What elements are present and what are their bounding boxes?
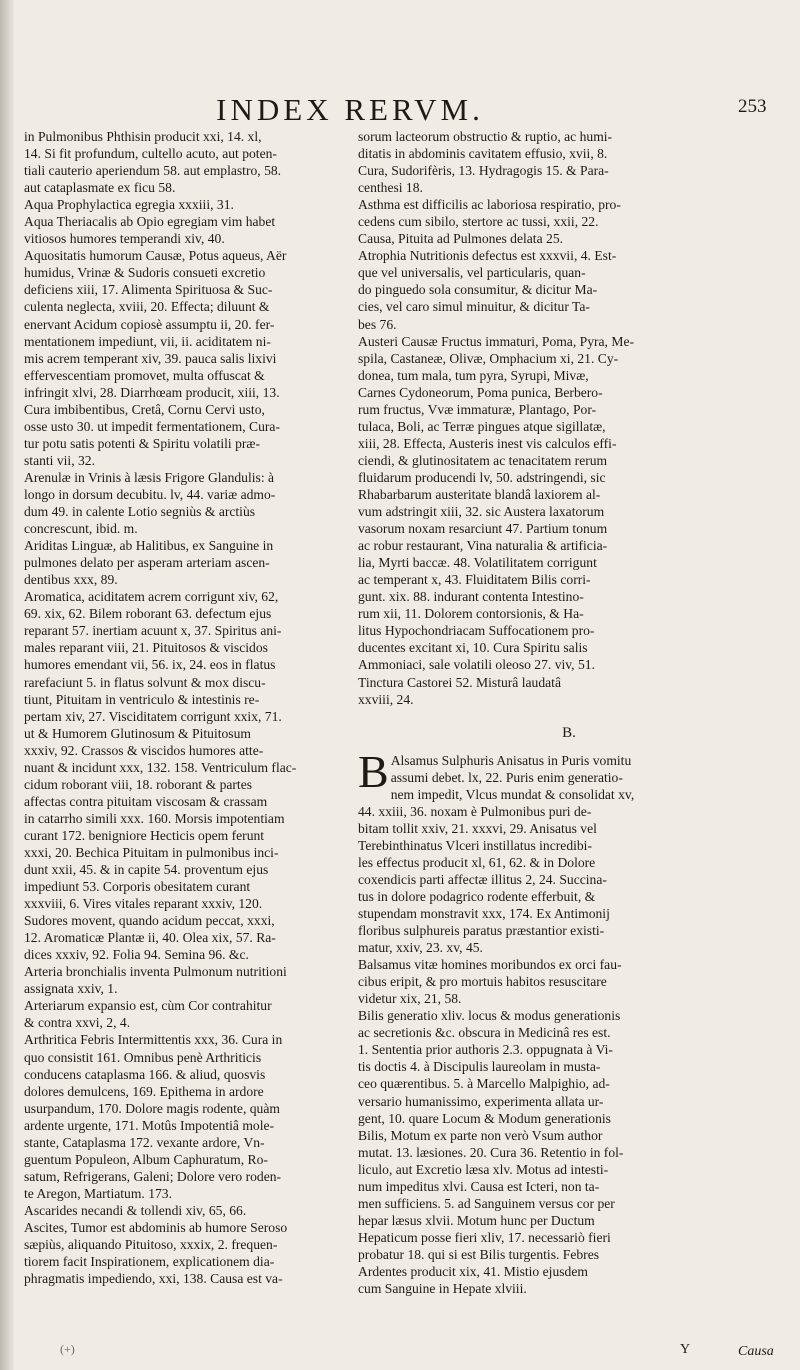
index-line: do pinguedo sola consumitur, & dicitur Ma-	[358, 282, 598, 298]
index-line: pertam xiv, 27. Visciditatem corrigunt xxix, 71.	[24, 708, 282, 724]
catchword: Causa	[738, 1344, 774, 1359]
index-line: matur, xxiv, 23. xv, 45.	[358, 940, 483, 956]
index-line: Bilis, Motum ex parte non verò Vsum author	[358, 1127, 603, 1143]
index-line: dolores demulcens, 169. Epithema in ardore	[24, 1083, 264, 1099]
drop-cap: B	[358, 745, 389, 797]
index-line: que vel universalis, vel particularis, quan-	[358, 265, 586, 281]
left-column	[24, 128, 352, 1287]
index-line: assignata xxiv, 1.	[24, 981, 118, 997]
index-line: Ariditas Linguæ, ab Halitibus, ex Sanguine in	[24, 538, 274, 554]
right-column-b-entries	[358, 745, 780, 1298]
index-line: enervant Acidum copiosè assumptu ii, 20. fer-	[24, 316, 275, 332]
index-line: xxxiv, 92. Crassos & viscidos humores atte-	[24, 742, 264, 758]
index-line: stupendam monstravit xxx, 174. Ex Antimonij	[358, 906, 610, 922]
index-line: xiii, 28. Effecta, Austeris inest vis calculos effi-	[358, 435, 617, 451]
index-line: Hepaticum posse fieri xliv, 17. necessariò fieri	[358, 1229, 611, 1245]
index-line: usurpandum, 170. Dolore magis rodente, quàm	[24, 1100, 280, 1116]
index-line: affectas contra pituitam viscosam & crassam	[24, 793, 268, 809]
index-line: Arteria bronchialis inventa Pulmonum nutritioni	[24, 964, 287, 980]
index-line: nem impedit, Vlcus mundat & consolidat xv,	[390, 786, 635, 802]
index-line: reparant 57. inertiam acuunt x, 37. Spiritus ani-	[24, 623, 282, 639]
index-line: aut cataplasmate ex ficu 58.	[24, 180, 176, 196]
index-line: Ardentes producit xix, 41. Mistio ejusdem	[358, 1264, 588, 1279]
index-line: hepar læsus xlvii. Motum hunc per Ductum	[358, 1212, 595, 1228]
index-line: conducens cataplasma 166. & aliud, quosvis	[24, 1066, 266, 1082]
index-line: pulmones delato per asperam arteriam ascen-	[24, 555, 270, 571]
index-line: Cura, Sudorifèris, 13. Hydragogis 15. & Para-	[358, 163, 609, 179]
index-line: cum Sanguine in Hepate xlviii.	[358, 1281, 527, 1297]
index-line: ac temperant x, 43. Fluiditatem Bilis corri-	[358, 572, 591, 588]
index-line: Arenulæ in Vrinis à læsis Frigore Glandulis: à	[24, 469, 275, 485]
index-line: te Aregon, Martiatum. 173.	[24, 1185, 172, 1201]
index-line: 1. Sententia prior authoris 2.3. oppugnata à Vi-	[358, 1042, 613, 1058]
index-line: tus in dolore podagrico rodente efferbuit, &	[358, 888, 596, 904]
index-line: bitam tollit xxiv, 21. xxxvi, 29. Anisatus vel	[358, 820, 597, 836]
index-line: Cura imbibentibus, Cretâ, Cornu Cervi usto,	[24, 401, 265, 417]
index-line: centhesi 18.	[358, 180, 423, 196]
index-line: num impeditus xlvi. Causa est Icteri, non ta-	[358, 1178, 600, 1194]
index-line: tur potu satis potenti & Spiritu volatili præ-	[24, 435, 260, 451]
index-line: liculo, aut Excretio læsa xlv. Motus ad intesti-	[358, 1161, 609, 1177]
index-line: Austeri Causæ Fructus immaturi, Poma, Pyra, Me-	[358, 333, 635, 349]
index-line: in catarrho simili xxx. 160. Morsis impotentiam	[24, 810, 285, 826]
index-line: rarefaciunt 5. in flatus solvunt & mox discu-	[24, 674, 266, 690]
index-line: Aqua Theriacalis ab Opio egregiam vim habet	[24, 214, 276, 230]
index-line: vasorum noxam resarciunt 47. Partium tonum	[358, 521, 608, 537]
index-line: dices xxxiv, 92. Folia 94. Semina 96. &c.	[24, 947, 249, 963]
index-line: longo in dorsum decubitu. lv, 44. variæ admo-	[24, 486, 276, 502]
index-line: ac secretionis &c. obscura in Medicinâ res est.	[358, 1025, 611, 1041]
index-line: 69. xix, 62. Bilem roborant 63. defectum ejus	[24, 606, 272, 622]
index-line: litus Hypochondriacam Suffocationem pro-	[358, 623, 595, 639]
index-line: tiunt, Pituitam in ventriculo & intestinis re-	[24, 691, 260, 707]
index-line: humores emendant vii, 56. ix, 24. eos in flatus	[24, 657, 276, 673]
index-line: bes 76.	[358, 316, 397, 332]
index-line: floribus sulphureis paratus præstantior existi-	[358, 923, 605, 939]
index-line: concrescunt, ibid. m.	[24, 521, 138, 537]
index-line: sorum lacteorum obstructio & ruptio, ac humi-	[358, 129, 613, 144]
index-line: men sufficiens. 5. ad Sanguinem versus cor per	[358, 1195, 615, 1211]
index-line: humidus, Vrinæ & Sudoris consueti excretio	[24, 265, 266, 281]
page-number: 253	[738, 96, 767, 117]
index-line: gunt. xix. 88. indurant contenta Intestino-	[358, 589, 584, 605]
index-line: mis acrem temperant xiv, 39. pauca salis lixivi	[24, 350, 277, 366]
index-line: Ascites, Tumor est abdominis ab humore Seroso	[24, 1220, 288, 1235]
index-line: Tinctura Castorei 52. Misturâ laudatâ	[358, 674, 561, 690]
index-line: impediunt 53. Corporis obesitatem curant	[24, 879, 251, 895]
index-line: Balsamus vitæ homines moribundos ex orci fau-	[358, 957, 622, 973]
binding-gutter	[0, 0, 14, 1370]
index-line: mentationem impediunt, vii, ii. aciditatem ni-	[24, 333, 271, 349]
running-title: INDEX RERVM.	[216, 92, 484, 127]
index-line: satum, Refrigerans, Galeni; Dolore vero roden-	[24, 1168, 282, 1184]
index-line: quo consistit 161. Omnibus penè Arthriticis	[24, 1049, 262, 1065]
index-line: infringit xlvi, 28. Diarrhœam producit, xiii, 13.	[24, 384, 280, 400]
index-line: Ascarides necandi & tollendi xiv, 65, 66.	[24, 1202, 247, 1218]
page-footer	[0, 1342, 800, 1364]
index-line: Carnes Cydoneorum, Poma punica, Berbero-	[358, 384, 603, 400]
section-letter: B.	[562, 724, 576, 741]
index-line: versario humanissimo, experimenta allata ur-	[358, 1093, 604, 1109]
index-line: tiali cauterio aperiendum 58. aut emplastro, 58.	[24, 163, 282, 179]
index-line: fluidarum producendi lv, 50. adstringendi, sic	[358, 469, 606, 485]
index-line: tulaca, Boli, ac Terræ pingues atque sigillatæ,	[358, 418, 606, 434]
index-line: in Pulmonibus Phthisin producit xxi, 14. xl,	[24, 129, 262, 144]
index-line: Causa, Pituita ad Pulmones delata 25.	[358, 231, 564, 247]
index-line: tiorem facit Inspirationem, explicationem dia-	[24, 1254, 275, 1270]
index-line: les effectus producit xl, 61, 62. & in Dolore	[358, 854, 596, 870]
index-line: Ammoniaci, sale volatili oleoso 27. viv, 51.	[358, 657, 595, 673]
index-line: cidum roborant viii, 18. roborant & partes	[24, 776, 253, 792]
index-line: ditatis in abdominis cavitatem effusio, xvii, 8.	[358, 146, 608, 162]
index-line: dum 49. in calente Lotio segniùs & arctiùs	[24, 504, 256, 520]
index-line: Atrophia Nutritionis defectus est xxxvii, 4. Est-	[358, 248, 617, 264]
index-line: nuant & incidunt xxx, 132. 158. Ventriculum flac-	[24, 759, 297, 775]
index-line: stanti vii, 32.	[24, 452, 95, 468]
index-line: rum fructus, Vvæ immaturæ, Plantago, Por-	[358, 401, 597, 417]
index-line: ciendi, & glutinositatem ac tenacitatem rerum	[358, 452, 608, 468]
index-line: assumi debet. lx, 22. Puris enim generatio-	[390, 769, 623, 785]
index-line: spila, Castaneæ, Olivæ, Omphacium xi, 21. Cy-	[358, 350, 619, 366]
index-line: vum adstringit xiii, 32. sic Austera laxatorum	[358, 504, 605, 520]
index-line: Bilis generatio xliv. locus & modus generationis	[358, 1008, 621, 1024]
index-line: dunt xxii, 45. & in capite 54. proventum ejus	[24, 862, 269, 878]
index-line: coxendicis parti affectæ illitus 2, 24. Succina-	[358, 871, 607, 887]
bottom-mark: (+)	[60, 1342, 75, 1356]
index-line: tis doctis 4. à Discipulis laureolam in musta-	[358, 1059, 601, 1075]
index-line: Alsamus Sulphuris Anisatus in Puris vomitu	[390, 752, 632, 768]
index-line: Aquositatis humorum Causæ, Potus aqueus, Aër	[24, 248, 287, 264]
index-line: xxxi, 20. Bechica Pituitam in pulmonibus inci-	[24, 844, 279, 860]
index-line: cibus eripit, & pro mortuis habitos resuscitare	[358, 974, 607, 990]
index-line: videtur xix, 21, 58.	[358, 991, 462, 1007]
index-line: Aqua Prophylactica egregia xxxiii, 31.	[24, 197, 234, 213]
index-line: 12. Aromaticæ Plantæ ii, 40. Olea xix, 57. Ra-	[24, 930, 276, 946]
index-line: ardente urgente, 171. Motûs Impotentiâ mole-	[24, 1117, 275, 1133]
index-line: sæpiùs, aliquando Pituitoso, xxxix, 2. frequen-	[24, 1237, 278, 1253]
index-line: ut & Humorem Glutinosum & Pituitosum	[24, 725, 251, 741]
index-line: xxxviii, 6. Vires vitales reparant xxxiv, 120.	[24, 896, 263, 912]
index-line: gent, 10. quare Locum & Modum generationis	[358, 1110, 611, 1126]
index-line: guentum Populeon, Album Caphuratum, Ro-	[24, 1151, 268, 1167]
right-column	[358, 128, 780, 1297]
index-line: culenta neglecta, xviii, 20. Effecta; diluunt &	[24, 299, 270, 315]
index-line: osse usto 30. ut impedit fermentationem, Cura-	[24, 418, 280, 434]
index-line: xxviii, 24.	[358, 691, 414, 707]
index-line: cies, vel caro simul minuitur, & dicitur Ta-	[358, 299, 590, 315]
index-line: Aromatica, aciditatem acrem corrigunt xiv, 62,	[24, 589, 279, 605]
index-line: ceo quærentibus. 5. à Marcello Malpighio, ad-	[358, 1076, 610, 1092]
index-line: Arthritica Febris Intermittentis xxx, 36. Cura in	[24, 1032, 283, 1048]
index-line: Terebinthinatus Vlceri instillatus incredibi-	[358, 837, 592, 853]
right-column-a-entries	[358, 128, 780, 708]
index-line: probatur 18. qui si est Bilis turgentis. Febres	[358, 1246, 600, 1262]
index-line: donea, tum mala, tum pyra, Syrupi, Mivæ,	[358, 367, 589, 383]
index-line: Sudores movent, quando acidum peccat, xxxi,	[24, 913, 275, 929]
index-line: phragmatis impediendo, xxi, 138. Causa est va-	[24, 1271, 283, 1287]
index-line: 14. Si fit profundum, cultello acuto, aut poten-	[24, 146, 277, 162]
index-line: rum xii, 11. Dolorem contorsionis, & Ha-	[358, 606, 584, 622]
index-line: dentibus xxx, 89.	[24, 572, 118, 588]
index-line: Arteriarum expansio est, cùm Cor contrahitur	[24, 998, 272, 1014]
index-line: lia, Myrti baccæ. 48. Volatilitatem corrigunt	[358, 555, 597, 571]
index-line: males reparant viii, 21. Pituitosos & viscidos	[24, 640, 268, 656]
index-line: Rhabarbarum austeritate blandâ laxiorem al-	[358, 486, 601, 502]
index-line: vitiosos humores temperandi xiv, 40.	[24, 231, 225, 247]
index-line: curant 172. benigniore Hecticis opem ferunt	[24, 827, 265, 843]
index-line: 44. xxiii, 36. noxam è Pulmonibus puri de-	[358, 803, 592, 819]
index-line: mutat. 13. læsiones. 20. Cura 36. Retentio in fol-	[358, 1144, 624, 1160]
index-line: cedens cum sibilo, stertore ac tussi, xxii, 22.	[358, 214, 599, 230]
index-line: effervescentiam promovet, multa offuscat &	[24, 367, 265, 383]
signature-mark: Y	[680, 1342, 691, 1357]
index-line: Asthma est difficilis ac laboriosa respiratio, pro-	[358, 197, 621, 213]
index-line: deficiens xiii, 17. Alimenta Spirituosa & Suc-	[24, 282, 273, 298]
page-header	[0, 92, 800, 132]
index-line: stante, Cataplasma 172. vexante ardore, Vn-	[24, 1134, 265, 1150]
index-line: ducentes excitant xi, 10. Cura Spiritu salis	[358, 640, 588, 656]
index-line: ac robur restaurant, Vina naturalia & artificia-	[358, 538, 608, 554]
index-line: & contra xxvi, 2, 4.	[24, 1015, 131, 1031]
